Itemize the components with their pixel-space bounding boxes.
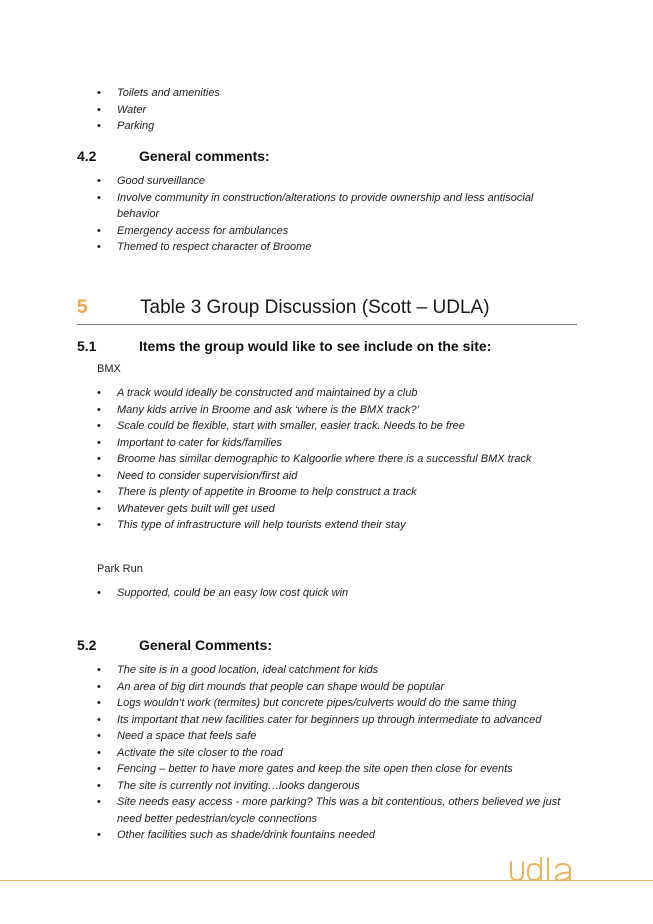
heading-title: General Comments: <box>139 637 273 653</box>
list-item: • Themed to respect character of Broome <box>97 239 542 256</box>
list-item: • Important to cater for kids/families <box>97 435 567 452</box>
section-title: Table 3 Group Discussion (Scott – UDLA) <box>140 297 490 318</box>
list-item: • A track would ideally be constructed and maintained by a club <box>97 385 567 402</box>
list-item: • Activate the site closer to the road <box>97 745 567 762</box>
section-5-heading <box>77 297 577 321</box>
list-item: • The site is in a good location, ideal catchment for kids <box>97 662 567 679</box>
list-item: • Scale could be flexible, start with smaller, easier track. Needs to be free <box>97 418 567 435</box>
list-item: • Broome has similar demographic to Kalgoorlie where there is a successful BMX track <box>97 451 567 468</box>
heading-5-1 <box>77 338 577 356</box>
section-number: 5 <box>77 297 88 318</box>
list-item: • Logs wouldn’t work (termites) but concrete pipes/culverts would do the same thing <box>97 695 567 712</box>
bmx-label: BMX <box>97 363 121 375</box>
list-item: • The site is currently not inviting…looks dangerous <box>97 778 567 795</box>
heading-5-2 <box>77 637 577 655</box>
udla-logo <box>508 856 578 886</box>
list-item: • Water <box>97 102 557 119</box>
heading-number: 5.2 <box>77 637 97 653</box>
list-item: • Site needs easy access - more parking? This was a bit contentious, others believed we just need better pedestrian/cycle connections <box>97 794 567 827</box>
list-item: • Supported, could be an easy low cost quick win <box>97 585 567 602</box>
list-item: • Parking <box>97 118 557 135</box>
heading-title: General comments: <box>139 148 270 164</box>
list-item: • Toilets and amenities <box>97 85 557 102</box>
bmx-list <box>97 385 567 534</box>
list-item: • Fencing – better to have more gates and keep the site open then close for events <box>97 761 567 778</box>
heading-4-2 <box>77 148 577 166</box>
list-item: • Good surveillance <box>97 173 542 190</box>
list-item: • An area of big dirt mounds that people can shape would be popular <box>97 679 567 696</box>
list-item: • Many kids arrive in Broome and ask ‘where is the BMX track?’ <box>97 402 567 419</box>
list-item: • Its important that new facilities cater for beginners up through intermediate to advanced <box>97 712 567 729</box>
general-comments-4-2-list <box>97 173 542 256</box>
list-item: • Need a space that feels safe <box>97 728 567 745</box>
general-comments-5-2-list <box>97 662 567 844</box>
list-item: • There is plenty of appetite in Broome to help construct a track <box>97 484 567 501</box>
list-item: • Involve community in construction/alterations to provide ownership and less antisocial behavior <box>97 190 542 223</box>
park-run-label: Park Run <box>97 563 143 575</box>
heading-number: 5.1 <box>77 338 97 354</box>
list-item: • Whatever gets built will get used <box>97 501 567 518</box>
heading-title: Items the group would like to see include on the site: <box>139 338 492 354</box>
top-bullet-list <box>97 85 557 135</box>
list-item: • Need to consider supervision/first aid <box>97 468 567 485</box>
list-item: • Emergency access for ambulances <box>97 223 542 240</box>
park-run-list <box>97 585 567 602</box>
section-rule <box>77 324 577 325</box>
list-item: • This type of infrastructure will help tourists extend their stay <box>97 517 567 534</box>
list-item: • Other facilities such as shade/drink fountains needed <box>97 827 567 844</box>
heading-number: 4.2 <box>77 148 97 164</box>
